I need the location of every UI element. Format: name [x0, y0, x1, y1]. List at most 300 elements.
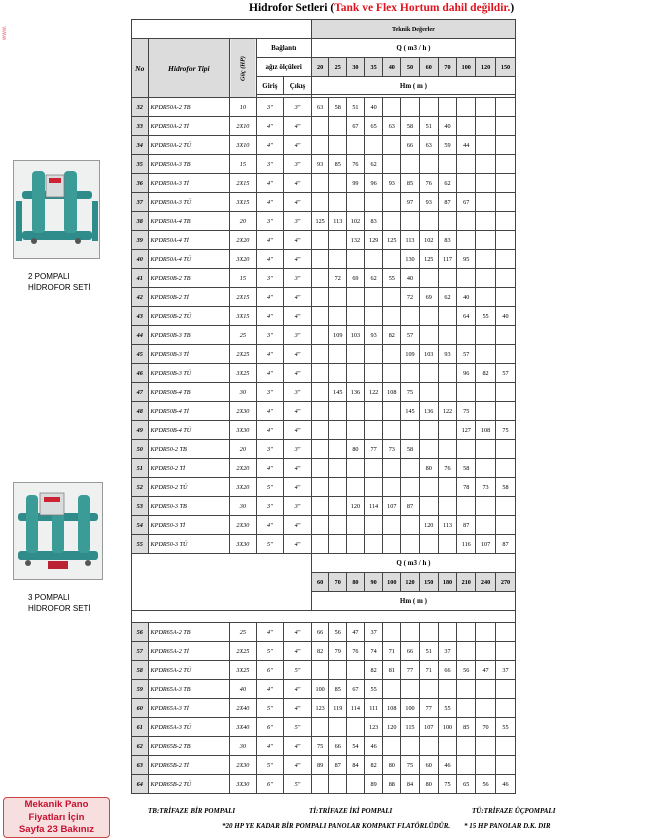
q-col-header: 20 — [311, 58, 329, 77]
row-value: 107 — [419, 718, 438, 737]
row-value: 82 — [476, 364, 496, 383]
row-value: 56 — [476, 775, 496, 794]
row-power: 30 — [230, 383, 256, 402]
row-no: 41 — [132, 269, 149, 288]
row-outlet: 3" — [284, 383, 312, 402]
legend-tu: TÜ:TRİFAZE ÜÇPOMPALI — [472, 807, 556, 815]
table-row — [132, 699, 516, 718]
pump-spec-table — [131, 19, 516, 794]
row-value — [476, 136, 496, 155]
row-value — [476, 497, 496, 516]
row-value — [495, 250, 515, 269]
row-model: KPDR50A-2 Tİ — [148, 117, 230, 136]
row-value — [311, 136, 329, 155]
row-inlet: 3" — [256, 326, 284, 345]
row-no: 37 — [132, 193, 149, 212]
table-row — [132, 326, 516, 345]
row-inlet: 6" — [256, 775, 284, 794]
row-model: KPDR50-2 TÜ — [148, 478, 230, 497]
row-value — [476, 440, 496, 459]
row-value: 40 — [457, 288, 476, 307]
row-inlet: 5" — [256, 478, 284, 497]
q-col-header: 35 — [364, 58, 383, 77]
row-value — [495, 269, 515, 288]
row-value — [495, 756, 515, 775]
row-inlet: 4" — [256, 402, 284, 421]
row-model: KPDR50A-2 TB — [148, 98, 230, 117]
row-value — [347, 775, 365, 794]
table-row — [132, 383, 516, 402]
row-power: 3X40 — [230, 718, 256, 737]
two-pump-set-image — [13, 160, 100, 259]
row-no: 33 — [132, 117, 149, 136]
table-row — [132, 680, 516, 699]
row-value — [457, 117, 476, 136]
table-row — [132, 174, 516, 193]
row-value: 75 — [457, 402, 476, 421]
row-value: 125 — [311, 212, 329, 231]
row-inlet: 4" — [256, 680, 284, 699]
row-value: 73 — [476, 478, 496, 497]
row-value — [495, 136, 515, 155]
row-power: 40 — [230, 680, 256, 699]
row-outlet: 4" — [284, 117, 312, 136]
row-value — [457, 174, 476, 193]
row-outlet: 3" — [284, 440, 312, 459]
row-value: 40 — [401, 269, 420, 288]
row-value — [364, 459, 383, 478]
row-model: KPDR50-3 Tİ — [148, 516, 230, 535]
row-inlet: 5" — [256, 699, 284, 718]
row-value: 83 — [438, 231, 457, 250]
row-model: KPDR50B-4 Tİ — [148, 402, 230, 421]
page-title: Hidrofor Setleri (Tank ve Flex Hortum dahil değildir.) — [249, 2, 515, 14]
row-value: 55 — [383, 269, 401, 288]
row-value: 40 — [495, 307, 515, 326]
row-value — [383, 307, 401, 326]
mechanical-panel-price-badge[interactable]: Mekanik Pano Fiyatları İçin Sayfa 23 Bakınız — [3, 797, 110, 838]
row-value — [329, 231, 347, 250]
row-value — [311, 174, 329, 193]
row-value — [419, 478, 438, 497]
table-row — [132, 193, 516, 212]
row-value: 67 — [347, 680, 365, 699]
row-value — [383, 421, 401, 440]
row-value — [438, 155, 457, 174]
row-value — [476, 231, 496, 250]
row-value — [419, 737, 438, 756]
row-value — [311, 364, 329, 383]
row-model: KPDR65A-3 Tİ — [148, 699, 230, 718]
row-value — [457, 440, 476, 459]
row-value — [457, 98, 476, 117]
row-no: 47 — [132, 383, 149, 402]
table-row — [132, 775, 516, 794]
row-inlet: 3" — [256, 497, 284, 516]
second-header-blank — [132, 554, 312, 611]
q-col-header-2: 90 — [364, 573, 383, 592]
row-no: 60 — [132, 699, 149, 718]
row-value: 47 — [347, 623, 365, 642]
row-value — [495, 231, 515, 250]
row-value: 109 — [401, 345, 420, 364]
row-value: 123 — [364, 718, 383, 737]
q-col-header-2: 60 — [311, 573, 329, 592]
row-value: 80 — [419, 459, 438, 478]
row-value — [476, 623, 496, 642]
row-value — [476, 98, 496, 117]
row-value — [311, 326, 329, 345]
row-outlet: 4" — [284, 699, 312, 718]
row-no: 52 — [132, 478, 149, 497]
q-col-header: 50 — [401, 58, 420, 77]
row-value: 136 — [419, 402, 438, 421]
row-value — [329, 136, 347, 155]
table-row — [132, 402, 516, 421]
row-value — [329, 421, 347, 440]
row-value — [419, 155, 438, 174]
row-value — [311, 345, 329, 364]
table-row — [132, 250, 516, 269]
row-value: 76 — [419, 174, 438, 193]
row-value — [347, 661, 365, 680]
row-value — [364, 136, 383, 155]
row-value — [364, 478, 383, 497]
row-outlet: 4" — [284, 174, 312, 193]
row-power: 3X25 — [230, 364, 256, 383]
row-value — [383, 212, 401, 231]
row-value — [383, 516, 401, 535]
row-value — [329, 174, 347, 193]
row-value: 127 — [457, 421, 476, 440]
row-value — [457, 497, 476, 516]
no-header: No — [132, 39, 149, 98]
row-power: 3X30 — [230, 775, 256, 794]
row-outlet: 3" — [284, 269, 312, 288]
row-no: 58 — [132, 661, 149, 680]
row-outlet: 3" — [284, 497, 312, 516]
row-inlet: 3" — [256, 383, 284, 402]
hm-header-2: Hm ( m ) — [311, 592, 515, 611]
row-value: 99 — [347, 174, 365, 193]
row-value — [438, 364, 457, 383]
row-value: 97 — [401, 193, 420, 212]
table-row — [132, 535, 516, 554]
row-value: 125 — [383, 231, 401, 250]
row-value — [383, 680, 401, 699]
row-outlet: 4" — [284, 345, 312, 364]
row-value: 51 — [419, 117, 438, 136]
row-inlet: 6" — [256, 661, 284, 680]
header-blank — [132, 20, 312, 39]
row-value — [311, 250, 329, 269]
q-col-header: 60 — [419, 58, 438, 77]
row-value: 87 — [495, 535, 515, 554]
row-value: 130 — [401, 250, 420, 269]
row-value: 54 — [347, 737, 365, 756]
row-no: 40 — [132, 250, 149, 269]
row-value — [383, 345, 401, 364]
row-value: 103 — [347, 326, 365, 345]
row-power: 2X25 — [230, 345, 256, 364]
row-value: 78 — [457, 478, 476, 497]
table-row — [132, 155, 516, 174]
row-value: 96 — [457, 364, 476, 383]
row-outlet: 4" — [284, 459, 312, 478]
row-value — [495, 212, 515, 231]
row-value — [401, 307, 420, 326]
row-value: 100 — [311, 680, 329, 699]
row-value: 66 — [311, 623, 329, 642]
row-no: 46 — [132, 364, 149, 383]
row-value: 79 — [329, 642, 347, 661]
row-value: 55 — [476, 307, 496, 326]
row-value: 83 — [364, 212, 383, 231]
row-value: 62 — [438, 288, 457, 307]
row-value — [329, 364, 347, 383]
row-value: 74 — [364, 642, 383, 661]
row-outlet: 5" — [284, 775, 312, 794]
row-value — [457, 642, 476, 661]
row-value — [311, 288, 329, 307]
row-value — [438, 98, 457, 117]
row-value: 84 — [401, 775, 420, 794]
row-value: 66 — [401, 642, 420, 661]
row-inlet: 4" — [256, 288, 284, 307]
row-value — [476, 174, 496, 193]
row-power: 2X20 — [230, 231, 256, 250]
row-no: 59 — [132, 680, 149, 699]
row-value: 67 — [347, 117, 365, 136]
row-value — [419, 326, 438, 345]
row-value — [311, 478, 329, 497]
row-value: 76 — [347, 155, 365, 174]
row-model: KPDR50B-3 TÜ — [148, 364, 230, 383]
row-model: KPDR50B-4 TB — [148, 383, 230, 402]
row-power: 3X10 — [230, 136, 256, 155]
row-value — [383, 535, 401, 554]
row-value: 72 — [401, 288, 420, 307]
row-value — [401, 535, 420, 554]
row-inlet: 4" — [256, 345, 284, 364]
row-value: 51 — [347, 98, 365, 117]
row-inlet: 3" — [256, 269, 284, 288]
row-value — [476, 699, 496, 718]
row-model: KPDR50B-4 TÜ — [148, 421, 230, 440]
row-value — [419, 269, 438, 288]
row-value — [419, 212, 438, 231]
q-col-header-2: 100 — [383, 573, 401, 592]
row-no: 48 — [132, 402, 149, 421]
row-value: 58 — [401, 117, 420, 136]
row-value: 109 — [329, 326, 347, 345]
row-inlet: 4" — [256, 364, 284, 383]
row-value — [329, 345, 347, 364]
row-value — [347, 718, 365, 737]
row-value — [457, 326, 476, 345]
row-value: 85 — [329, 155, 347, 174]
q-header-2: Q ( m3 / h ) — [311, 554, 515, 573]
row-value: 75 — [438, 775, 457, 794]
row-no: 45 — [132, 345, 149, 364]
row-value — [495, 737, 515, 756]
row-value: 93 — [383, 174, 401, 193]
row-value: 89 — [311, 756, 329, 775]
table-row — [132, 756, 516, 775]
row-no: 32 — [132, 98, 149, 117]
row-value — [311, 497, 329, 516]
guc-header: Güç (HP) — [230, 39, 256, 98]
row-value — [347, 193, 365, 212]
row-power: 2X30 — [230, 756, 256, 775]
row-value: 81 — [383, 661, 401, 680]
row-value — [438, 535, 457, 554]
row-value — [329, 288, 347, 307]
row-inlet: 5" — [256, 642, 284, 661]
row-value: 88 — [383, 775, 401, 794]
row-value: 71 — [419, 661, 438, 680]
row-value: 87 — [401, 497, 420, 516]
row-value: 57 — [495, 364, 515, 383]
row-value: 77 — [419, 699, 438, 718]
q-col-header-2: 70 — [329, 573, 347, 592]
row-value — [311, 718, 329, 737]
row-inlet: 4" — [256, 231, 284, 250]
table-row — [132, 136, 516, 155]
row-outlet: 4" — [284, 231, 312, 250]
row-value: 64 — [457, 307, 476, 326]
row-value — [311, 383, 329, 402]
row-power: 3X15 — [230, 193, 256, 212]
row-inlet: 4" — [256, 421, 284, 440]
row-value: 115 — [401, 718, 420, 737]
row-value — [347, 535, 365, 554]
row-value — [457, 269, 476, 288]
row-value: 125 — [419, 250, 438, 269]
row-inlet: 3" — [256, 440, 284, 459]
row-model: KPDR50A-3 Tİ — [148, 174, 230, 193]
row-value: 69 — [347, 269, 365, 288]
row-outlet: 4" — [284, 250, 312, 269]
row-outlet: 4" — [284, 737, 312, 756]
row-value — [401, 364, 420, 383]
row-value — [419, 623, 438, 642]
row-value — [364, 193, 383, 212]
row-value — [347, 421, 365, 440]
row-value — [383, 136, 401, 155]
row-outlet: 4" — [284, 642, 312, 661]
row-no: 38 — [132, 212, 149, 231]
row-power: 3X30 — [230, 535, 256, 554]
row-value — [401, 421, 420, 440]
row-value — [347, 364, 365, 383]
row-value — [311, 459, 329, 478]
row-value: 111 — [364, 699, 383, 718]
row-inlet: 3" — [256, 212, 284, 231]
row-value — [329, 516, 347, 535]
row-outlet: 4" — [284, 288, 312, 307]
row-value — [495, 98, 515, 117]
row-value — [383, 98, 401, 117]
row-power: 2X10 — [230, 117, 256, 136]
table-row — [132, 642, 516, 661]
row-value — [383, 288, 401, 307]
row-value — [329, 478, 347, 497]
row-value — [438, 269, 457, 288]
row-no: 36 — [132, 174, 149, 193]
legend-tb: TB:TRİFAZE BİR POMPALI — [148, 807, 236, 815]
row-value — [495, 288, 515, 307]
row-value: 80 — [347, 440, 365, 459]
row-value — [476, 459, 496, 478]
row-value: 60 — [419, 756, 438, 775]
row-value: 107 — [476, 535, 496, 554]
row-power: 20 — [230, 440, 256, 459]
row-value — [476, 269, 496, 288]
row-outlet: 3" — [284, 212, 312, 231]
row-model: KPDR50A-4 TB — [148, 212, 230, 231]
row-power: 2X40 — [230, 699, 256, 718]
row-value — [476, 117, 496, 136]
row-value: 82 — [311, 642, 329, 661]
row-value — [311, 231, 329, 250]
row-value — [457, 756, 476, 775]
row-outlet: 4" — [284, 535, 312, 554]
row-value — [364, 307, 383, 326]
row-inlet: 4" — [256, 174, 284, 193]
row-value — [495, 642, 515, 661]
row-no: 50 — [132, 440, 149, 459]
row-value: 37 — [364, 623, 383, 642]
row-value: 46 — [495, 775, 515, 794]
row-model: KPDR50A-4 TÜ — [148, 250, 230, 269]
row-value — [495, 459, 515, 478]
row-no: 49 — [132, 421, 149, 440]
q-col-header: 100 — [457, 58, 476, 77]
row-value — [311, 535, 329, 554]
row-value — [438, 478, 457, 497]
row-value — [457, 699, 476, 718]
row-value: 62 — [364, 155, 383, 174]
row-value — [401, 737, 420, 756]
row-value: 87 — [438, 193, 457, 212]
row-model: KPDR50B-2 TB — [148, 269, 230, 288]
row-no: 42 — [132, 288, 149, 307]
row-inlet: 4" — [256, 250, 284, 269]
row-value: 136 — [347, 383, 365, 402]
row-value: 75 — [311, 737, 329, 756]
row-value: 55 — [364, 680, 383, 699]
row-outlet: 3" — [284, 326, 312, 345]
row-value: 93 — [419, 193, 438, 212]
row-value — [419, 440, 438, 459]
hm-header: Hm ( m ) — [311, 77, 515, 95]
row-value: 66 — [438, 661, 457, 680]
row-value — [457, 623, 476, 642]
row-value: 113 — [401, 231, 420, 250]
row-outlet: 4" — [284, 402, 312, 421]
row-value: 66 — [401, 136, 420, 155]
row-value — [329, 775, 347, 794]
row-value — [495, 680, 515, 699]
row-value: 103 — [419, 345, 438, 364]
row-value: 117 — [438, 250, 457, 269]
row-inlet: 4" — [256, 516, 284, 535]
row-value — [364, 250, 383, 269]
row-value — [476, 680, 496, 699]
row-value: 114 — [364, 497, 383, 516]
table-row — [132, 459, 516, 478]
